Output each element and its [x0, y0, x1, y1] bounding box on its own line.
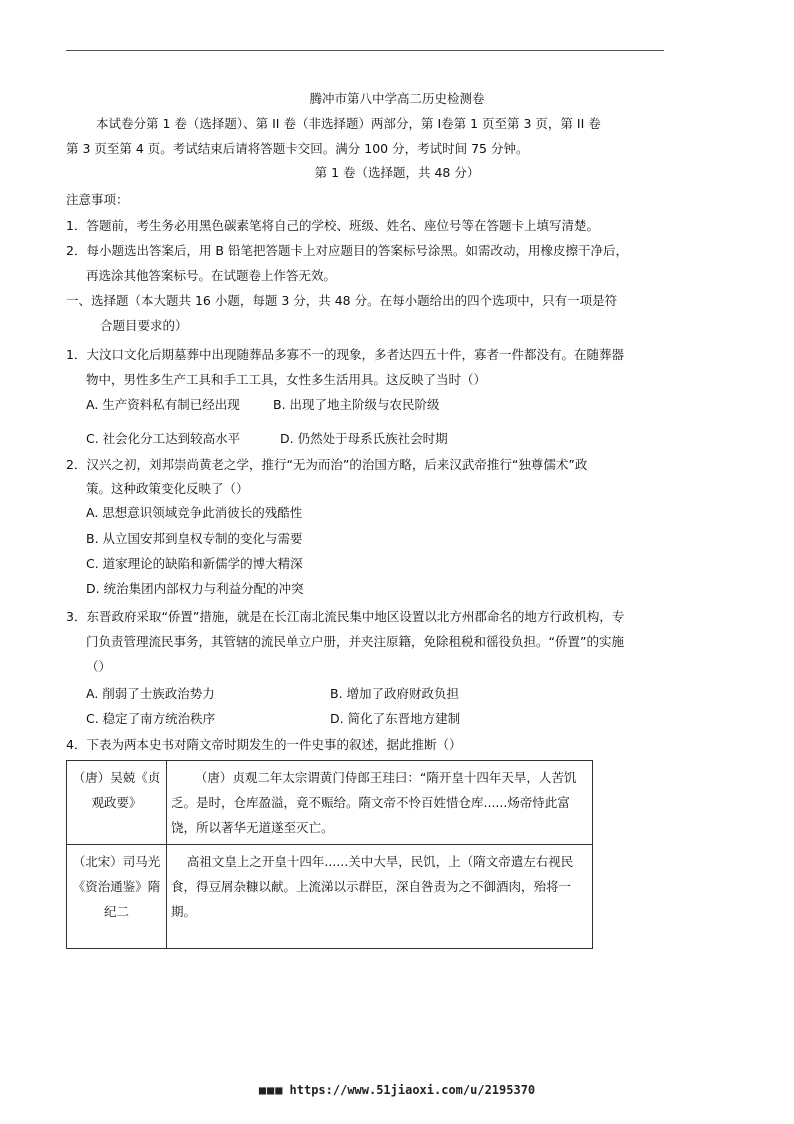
section-title: 第 1 卷（选择题，共 48 分）	[314, 165, 480, 180]
footer-url[interactable]: https://www.51jiaoxi.com/u/2195370	[289, 1083, 536, 1097]
exam-title: 腾冲市第八中学高二历史检测卷	[309, 91, 485, 106]
part1-heading-cont: 合题目要求的）	[100, 318, 188, 333]
q3-option-c: C. 稳定了南方统治秩序	[86, 711, 216, 726]
table-row	[67, 761, 593, 845]
q2-option-a: A. 思想意识领域竞争此消彼长的残酷性	[86, 505, 303, 520]
q2-stem-2: 策。这种政策变化反映了（）	[86, 481, 249, 496]
q3-option-b: B. 增加了政府财政负担	[330, 686, 460, 701]
q3-option-d: D. 简化了东晋地方建制	[330, 711, 461, 726]
excerpt-cell: （唐）贞观二年太宗谓黄门侍郎王珪曰：“隋开皇十四年天旱，人苦饥乏。是时，仓库盈溢，竟不赈给。隋文帝不怜百姓惜仓库......炀帝恃此富饶，所以著华无道遂至灭亡。	[167, 761, 593, 845]
source-cell: （北宋）司马光《资治通鉴》隋纪二	[67, 845, 167, 949]
q4-stem: 4．下表为两本史书对隋文帝时期发生的一件史事的叙述，据此推断（）	[66, 737, 462, 752]
notice-item-1: 1．答题前，考生务必用黑色碳素笔将自己的学校、班级、姓名、座位号等在答题卡上填写清楚。	[66, 218, 599, 233]
q3-option-a: A. 削弱了士族政治势力	[86, 686, 215, 701]
notice-item-2-cont: 再选涂其他答案标号。在试题卷上作答无效。	[86, 268, 337, 283]
q2-option-b: B. 从立国安邦到皇权专制的变化与需要	[86, 531, 303, 546]
q4-source-table	[66, 760, 593, 949]
q3-stem-2: 门负责管理流民事务，其管辖的流民单立户册，并夹注原籍，免除租税和徭役负担。“侨置”的实施	[86, 634, 624, 649]
q1-option-d: D. 仍然处于母系氏族社会时期	[280, 431, 448, 446]
q1-option-b: B. 出现了地主阶级与农民阶级	[273, 397, 440, 412]
q1-option-c: C. 社会化分工达到较高水平	[86, 431, 241, 446]
q1-stem-2: 物中，男性多生产工具和手工工具，女性多生活用具。这反映了当时（）	[86, 372, 487, 387]
source-cell: （唐）吴兢《贞观政要》	[67, 761, 167, 845]
q1-option-a: A. 生产资料私有制已经出现	[86, 397, 240, 412]
q2-option-c: C. 道家理论的缺陷和新儒学的博大精深	[86, 556, 303, 571]
q3-stem-3: （）	[86, 659, 112, 674]
notice-item-2: 2．每小题选出答案后，用 B 铅笔把答题卡上对应题目的答案标号涂黑。如需改动，用橡皮擦干净后，	[66, 243, 628, 258]
q1-stem-1: 1．大汶口文化后期墓葬中出现随葬品多寡不一的现象，多者达四五十件，寡者一件都没有。在随葬器	[66, 347, 624, 362]
footer-watermark	[0, 1083, 794, 1097]
intro-line-1: 本试卷分第 1 卷（选择题）、第 II 卷（非选择题）两部分，第 Ⅰ卷第 1 页至第 3 页，第 II 卷	[96, 116, 601, 131]
header-rule	[66, 50, 664, 51]
footer-marks: ■■■	[258, 1083, 284, 1097]
q2-stem-1: 2．汉兴之初，刘邦崇尚黄老之学，推行“无为而治”的治国方略，后来汉武帝推行“独尊儒术”政	[66, 457, 588, 472]
q2-option-d: D. 统治集团内部权力与利益分配的冲突	[86, 581, 304, 596]
q3-stem-1: 3．东晋政府采取“侨置”措施，就是在长江南北流民集中地区设置以北方州郡命名的地方行政机构，专	[66, 609, 625, 624]
excerpt-cell: 高祖文皇上之开皇十四年......关中大旱，民饥，上（隋文帝遣左右视民食，得豆屑杂糠以献。上流涕以示群臣，深自咎责为之不御酒肉，殆将一期。	[167, 845, 593, 949]
notice-heading: 注意事项：	[66, 192, 129, 207]
part1-heading: 一、选择题（本大题共 16 小题，每题 3 分，共 48 分。在每小题给出的四个选项中，只有一项是符	[66, 293, 618, 308]
intro-line-2: 第 3 页至第 4 页。考试结束后请将答题卡交回。满分 100 分，考试时间 75 分钟。	[66, 141, 529, 156]
table-row	[67, 845, 593, 949]
